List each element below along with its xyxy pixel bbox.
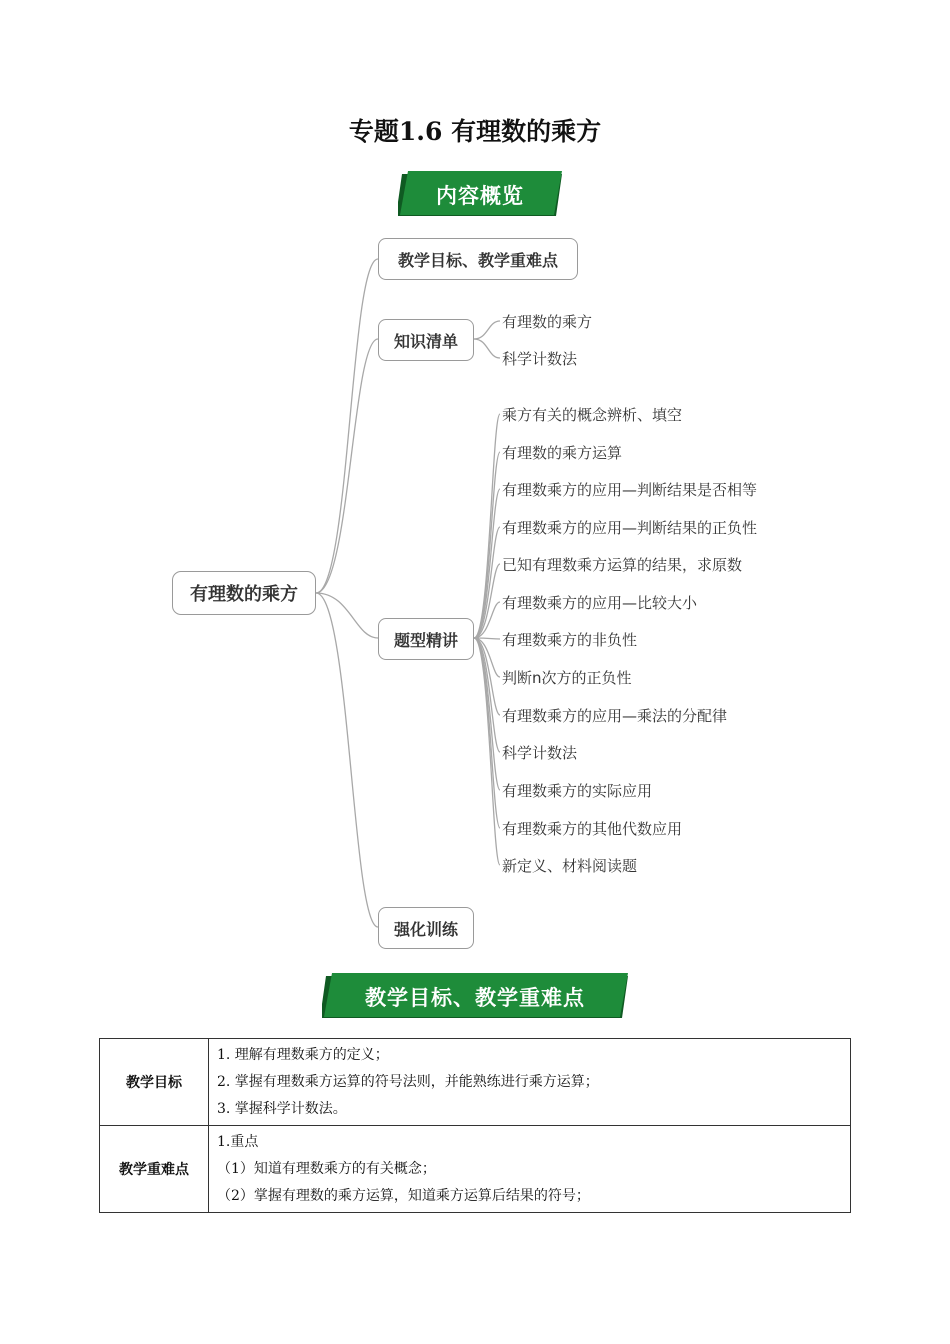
- mindmap-leaf: 有理数乘方的应用—乘法的分配律: [502, 707, 728, 725]
- mindmap-leaf: 有理数乘方的其他代数应用: [502, 820, 683, 838]
- mindmap-root-node: [172, 571, 316, 615]
- mindmap-leaf: 已知有理数乘方运算的结果，求原数: [502, 556, 743, 574]
- row-content: [209, 1039, 851, 1126]
- mindmap-leaf: 有理数乘方的应用—判断结果的正负性: [502, 519, 758, 537]
- content-line: 2. 掌握有理数乘方运算的符号法则，并能熟练进行乘方运算；: [217, 1073, 599, 1090]
- mindmap-branch-training: [378, 907, 474, 949]
- banner-goals-label: 教学目标、教学重难点: [365, 986, 585, 1010]
- mindmap-leaf: 科学计数法: [502, 350, 578, 368]
- mindmap-leaf: 有理数乘方的应用—比较大小: [502, 594, 698, 612]
- banner-overview-label: 内容概览: [436, 184, 524, 208]
- mindmap-root-label: 有理数的乘方: [190, 584, 298, 605]
- branch-label: 题型精讲: [393, 630, 458, 650]
- content-line: （2）掌握有理数的乘方运算，知道乘方运算后结果的符号；: [217, 1187, 590, 1204]
- row-header: 教学目标: [100, 1039, 209, 1126]
- branch-label: 强化训练: [393, 919, 458, 939]
- content-line: 1.重点: [217, 1133, 259, 1150]
- row-header: 教学重难点: [100, 1126, 209, 1213]
- branch-label: 教学目标、教学重难点: [397, 250, 558, 270]
- row-content: [209, 1126, 851, 1213]
- teaching-goals-table: [99, 1038, 851, 1213]
- mindmap-leaf: 新定义、材料阅读题: [502, 857, 638, 875]
- table-row: [100, 1039, 851, 1126]
- mindmap-leaf: 乘方有关的概念辨析、填空: [502, 406, 683, 424]
- mindmap-leaf: 有理数乘方的实际应用: [502, 782, 653, 800]
- content-line: （1）知道有理数乘方的有关概念；: [217, 1160, 436, 1177]
- content-line: 3. 掌握科学计数法。: [217, 1100, 347, 1117]
- mindmap-leaf: 有理数的乘方: [502, 313, 593, 331]
- branch-label: 知识清单: [393, 331, 458, 351]
- table-row: [100, 1126, 851, 1213]
- mindmap-leaf: 有理数乘方的应用—判断结果是否相等: [502, 481, 758, 499]
- content-line: 1. 理解有理数乘方的定义；: [217, 1046, 389, 1063]
- mindmap-branch-knowledge: [378, 319, 474, 361]
- mindmap-branch-goals: [378, 238, 578, 280]
- mindmap-leaf: 科学计数法: [502, 744, 578, 762]
- mindmap-leaf: 判断n次方的正负性: [502, 669, 632, 687]
- page-title: 专题1.6 有理数的乘方: [348, 117, 602, 146]
- mindmap-branch-problem-types: [378, 618, 474, 660]
- mindmap-leaf: 有理数的乘方运算: [502, 444, 623, 462]
- section-banner-goals: [322, 973, 628, 1021]
- mindmap-leaf: 有理数乘方的非负性: [502, 631, 638, 649]
